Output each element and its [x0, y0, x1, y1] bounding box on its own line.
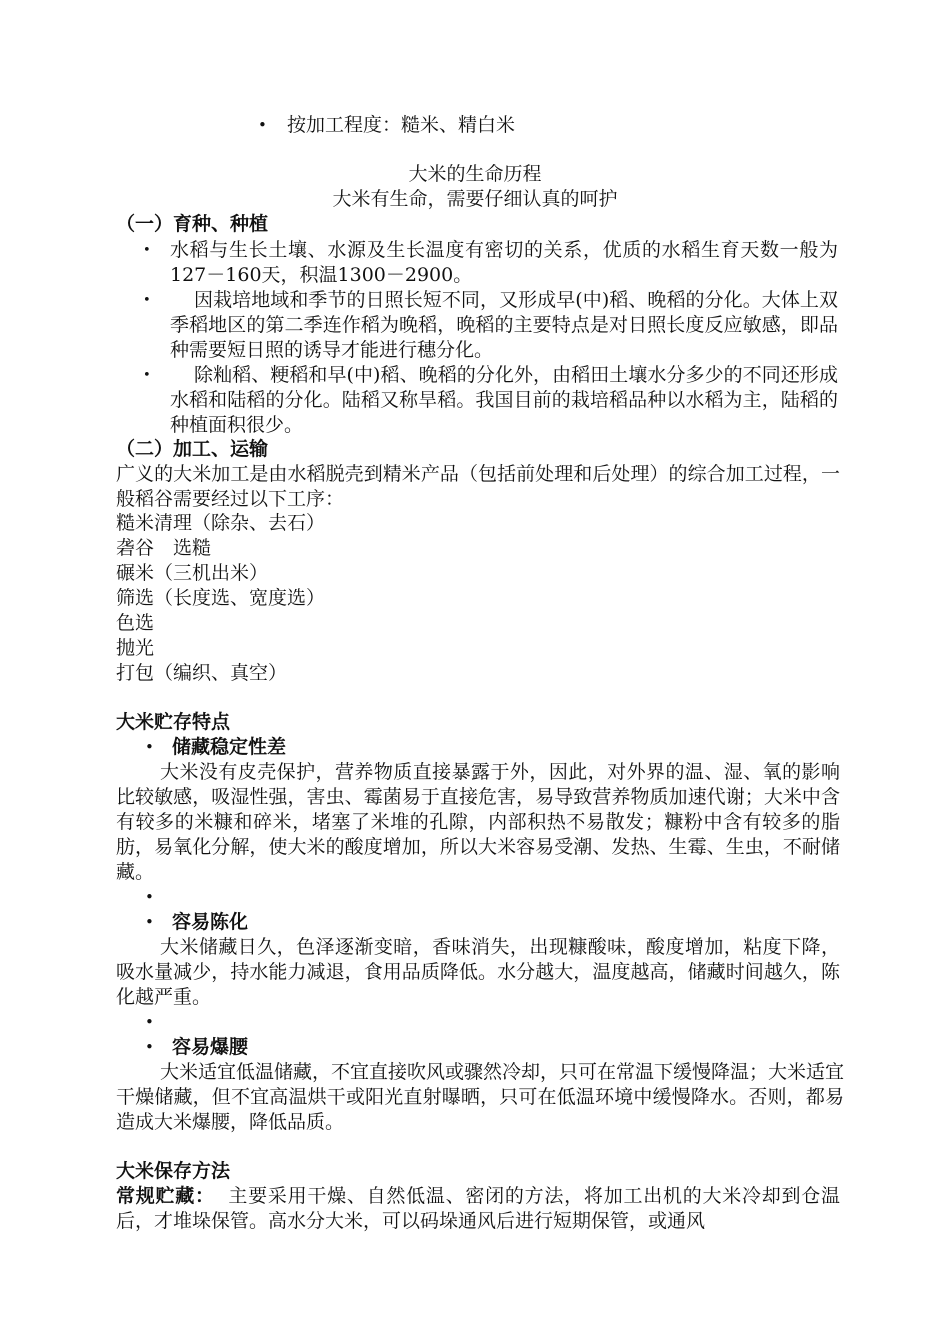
process-step: 碾米（三机出米） [116, 562, 269, 584]
bullet-marker: • [143, 293, 151, 308]
section-heading-processing: （二）加工、运输 [116, 438, 269, 460]
process-step: 抛光 [116, 637, 155, 659]
methods-paragraph [116, 1184, 840, 1234]
list-item: 水稻与生长土壤、水源及生长温度有密切的关系，优质的水稻生育天数一般为127－160天，积温1300－2900。 [170, 239, 838, 286]
storage-point-title: 容易陈化 [172, 911, 249, 933]
list-item: 因栽培地域和季节的日照长短不同，又形成早(中)稻、晚稻的分化。大体上双季稻地区的第二季连作稻为晚稻，晚稻的主要特点是对日照长度反应敏感，即品种需要短日照的诱导才能进行穗分化。 [170, 289, 838, 361]
bullet-marker: • [143, 368, 151, 383]
process-step: 色选 [116, 612, 155, 634]
storage-point-text: 大米储藏日久，色泽逐渐变暗，香味消失，出现糠酸味，酸度增加，粘度下降，吸水量减少，持水能力减退，食用品质降低。水分越大，温度越高，储藏时间越久，陈化越严重。 [116, 936, 840, 1008]
top-bullet-text: 按加工程度：糙米、精白米 [287, 114, 516, 136]
methods-label: 常规贮藏： [116, 1185, 215, 1207]
bullet-marker: • [145, 738, 154, 756]
page-title: 大米的生命历程 [408, 163, 542, 185]
process-step: 砻谷 选糙 [116, 537, 212, 559]
section-heading-breeding: （一）育种、种植 [116, 213, 269, 235]
bullet-marker: • [143, 243, 151, 258]
bullet-marker: • [145, 913, 154, 931]
storage-point-title: 容易爆腰 [172, 1036, 249, 1058]
page-subtitle: 大米有生命，需要仔细认真的呵护 [332, 188, 618, 210]
list-item: 除籼稻、粳稻和早(中)稻、晚稻的分化外，由稻田土壤水分多少的不同还形成水稻和陆稻的分化。陆稻又称旱稻。我国目前的栽培稻品种以水稻为主，陆稻的种植面积很少。 [170, 364, 838, 436]
section-heading-storage: 大米贮存特点 [116, 711, 231, 733]
section-heading-methods: 大米保存方法 [116, 1160, 231, 1182]
bullet-marker: • [145, 888, 154, 906]
storage-point-text: 大米没有皮壳保护，营养物质直接暴露于外，因此，对外界的温、湿、氧的影响比较敏感，吸湿性强，害虫、霉菌易于直接危害，易导致营养物质加速代谢；大米中含有较多的米糠和碎米，堵塞了米堆的孔隙，内部积热不易散发；糠粉中含有较多的脂肪，易氧化分解，使大米的酸度增加，所以大米容易受潮、发热、生霉、生虫，不耐储藏。 [116, 761, 840, 883]
process-step: 打包（编织、真空） [116, 662, 288, 684]
methods-text: 主要采用干燥、自然低温、密闭的方法，将加工出机的大米冷却到仓温后，才堆垛保管。高水分大米，可以码垛通风后进行短期保管，或通风 [116, 1185, 840, 1232]
bullet-marker: • [145, 1038, 154, 1056]
storage-point-text: 大米适宜低温储藏，不宜直接吹风或骤然冷却，只可在常温下缓慢降温；大米适宜干燥储藏，但不宜高温烘干或阳光直射曝晒，只可在低温环境中缓慢降水。否则，都易造成大米爆腰，降低品质。 [116, 1061, 845, 1133]
bullet-marker: • [145, 1013, 154, 1031]
bullet-marker: • [258, 116, 267, 134]
storage-point-title: 储藏稳定性差 [172, 736, 287, 758]
process-step: 糙米清理（除杂、去石） [116, 512, 326, 534]
process-step: 筛选（长度选、宽度选） [116, 587, 326, 609]
processing-intro: 广义的大米加工是由水稻脱壳到精米产品（包括前处理和后处理）的综合加工过程，一般稻谷需要经过以下工序： [116, 463, 840, 510]
